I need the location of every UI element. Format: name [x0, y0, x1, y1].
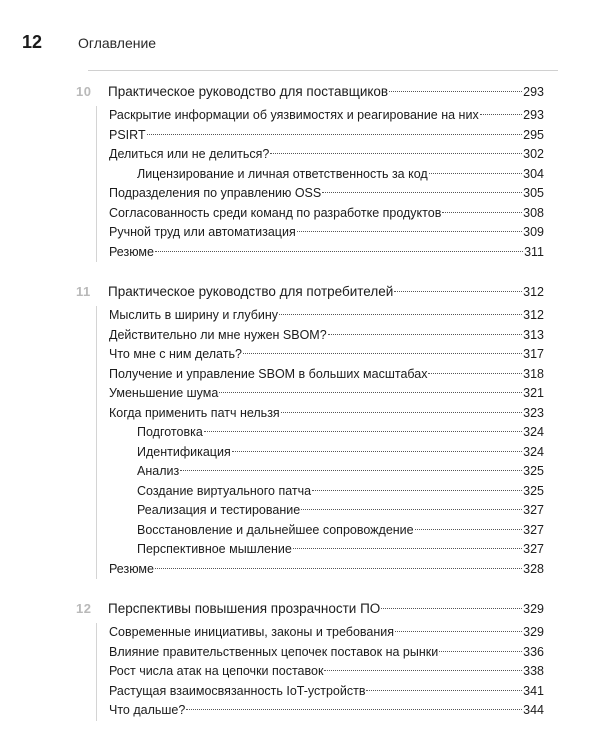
entry-title: Делиться или не делиться?: [109, 147, 270, 161]
chapter-heading[interactable]: [76, 80, 544, 104]
entry-page: 305: [523, 186, 544, 200]
chapter-page: 293: [523, 85, 544, 99]
entry-title: Лицензирование и личная ответственность за код: [137, 166, 428, 181]
toc-entry[interactable]: [109, 404, 544, 424]
dot-leader: [301, 509, 522, 510]
dot-leader: [428, 373, 522, 374]
dot-leader: [394, 291, 522, 292]
dot-leader: [429, 173, 522, 174]
toc-entry[interactable]: [109, 365, 544, 385]
entry-page: 325: [523, 483, 544, 498]
entry-page: 302: [523, 147, 544, 161]
entry-page: 311: [524, 244, 544, 259]
entry-page: 344: [523, 703, 544, 717]
entry-title: Реализация и тестирование: [137, 503, 301, 517]
entry-title: Подразделения по управлению OSS: [109, 186, 322, 200]
dot-leader: [297, 231, 522, 232]
toc-entry[interactable]: [109, 243, 544, 263]
entry-page: 317: [523, 347, 544, 361]
chapter-heading[interactable]: [76, 280, 544, 304]
toc-subentry[interactable]: [109, 482, 544, 502]
entry-page: 309: [523, 225, 544, 239]
dot-leader: [232, 451, 522, 452]
chapter-title: Практическое руководство для поставщиков: [108, 84, 389, 99]
toc-entry[interactable]: [109, 560, 544, 580]
toc-subentry[interactable]: [109, 521, 544, 541]
entry-title: Резюме: [109, 244, 154, 259]
entry-page: 313: [523, 327, 544, 342]
entry-title: Резюме: [109, 561, 154, 576]
chapter-number: 12: [76, 601, 92, 616]
chapter-title: Перспективы повышения прозрачности ПО: [108, 601, 381, 616]
entry-title: Что дальше?: [109, 703, 186, 717]
dot-leader: [395, 631, 522, 632]
dot-leader: [186, 709, 522, 710]
toc-entry[interactable]: [109, 306, 544, 326]
toc-entry[interactable]: [109, 623, 544, 643]
entry-page: 324: [523, 444, 544, 459]
toc-entry[interactable]: [109, 106, 544, 126]
entry-title: Ручной труд или автоматизация: [109, 225, 296, 239]
chapter-number: 10: [76, 84, 92, 99]
dot-leader: [415, 529, 523, 530]
dot-leader: [381, 608, 522, 609]
toc-entry[interactable]: [109, 184, 544, 204]
dot-leader: [324, 670, 522, 671]
chapter-entries: [96, 306, 544, 579]
entry-page: 323: [523, 405, 544, 420]
dot-leader: [204, 431, 522, 432]
toc-subentry[interactable]: [109, 423, 544, 443]
entry-page: 324: [523, 425, 544, 439]
entry-page: 325: [523, 464, 544, 478]
entry-page: 327: [523, 542, 544, 556]
entry-title: Современные инициативы, законы и требования: [109, 625, 395, 639]
entry-page: 295: [523, 127, 544, 142]
entry-page: 341: [523, 683, 544, 698]
entry-page: 336: [523, 644, 544, 659]
toc-subentry[interactable]: [109, 443, 544, 463]
entry-title: Создание виртуального патча: [137, 483, 312, 498]
entry-title: Уменьшение шума: [109, 386, 219, 400]
entry-title: Анализ: [137, 464, 180, 478]
dot-leader: [328, 334, 522, 335]
dot-leader: [279, 314, 522, 315]
entry-page: 327: [523, 503, 544, 517]
dot-leader: [219, 392, 522, 393]
entry-page: 321: [523, 386, 544, 400]
chapter-section: [76, 80, 544, 262]
entry-title: Влияние правительственных цепочек поставок на рынки: [109, 644, 439, 659]
entry-title: Когда применить патч нельзя: [109, 405, 280, 420]
chapter-heading[interactable]: [76, 597, 544, 621]
header-divider: [88, 70, 558, 71]
entry-title: Действительно ли мне нужен SBOM?: [109, 327, 327, 342]
entry-page: 318: [523, 366, 544, 381]
toc-entry[interactable]: [109, 701, 544, 721]
entry-title: Что мне с ним делать?: [109, 347, 242, 361]
entry-title: Раскрытие информации об уязвимостях и реагирование на них: [109, 108, 479, 122]
dot-leader: [155, 251, 523, 252]
entry-title: Согласованность среди команд по разработке продуктов: [109, 205, 442, 220]
entry-title: Перспективное мышление: [137, 542, 292, 556]
entry-title: Идентификация: [137, 444, 231, 459]
entry-title: Получение и управление SBOM в больших масштабах: [109, 366, 428, 381]
toc-subentry[interactable]: [109, 540, 544, 560]
toc-subentry[interactable]: [109, 165, 544, 185]
entry-title: Мыслить в ширину и глубину: [109, 308, 279, 322]
dot-leader: [442, 212, 522, 213]
dot-leader: [155, 568, 522, 569]
dot-leader: [322, 192, 522, 193]
page-header: [22, 32, 156, 53]
page-number: 12: [22, 32, 43, 52]
chapter-section: [76, 280, 544, 579]
entry-page: 308: [523, 205, 544, 220]
chapter-page: 329: [523, 602, 544, 616]
toc-subentry[interactable]: [109, 462, 544, 482]
chapter-entries: [96, 106, 544, 262]
entry-page: 328: [523, 561, 544, 576]
toc-subentry[interactable]: [109, 501, 544, 521]
entry-page: 329: [523, 625, 544, 639]
toc-entry[interactable]: [109, 662, 544, 682]
toc-entry[interactable]: [109, 204, 544, 224]
running-header-title: Оглавление: [78, 35, 157, 51]
toc-entry[interactable]: [109, 126, 544, 146]
entry-page: 338: [523, 664, 544, 678]
dot-leader: [270, 153, 522, 154]
table-of-contents: [76, 80, 544, 721]
toc-entry[interactable]: [109, 145, 544, 165]
entry-page: 327: [523, 522, 544, 537]
entry-page: 304: [523, 166, 544, 181]
chapter-section: [76, 597, 544, 721]
entry-page: 293: [523, 108, 544, 122]
dot-leader: [389, 91, 522, 92]
toc-entry[interactable]: [109, 682, 544, 702]
dot-leader: [366, 690, 522, 691]
entry-title: Подготовка: [137, 425, 203, 439]
chapter-page: 312: [523, 285, 544, 299]
dot-leader: [439, 651, 522, 652]
dot-leader: [147, 134, 523, 135]
dot-leader: [281, 412, 522, 413]
dot-leader: [243, 353, 522, 354]
toc-entry[interactable]: [109, 326, 544, 346]
entry-title: Восстановление и дальнейшее сопровождение: [137, 522, 414, 537]
dot-leader: [293, 548, 522, 549]
entry-title: Растущая взаимосвязанность IoT-устройств: [109, 683, 366, 698]
dot-leader: [180, 470, 522, 471]
entry-title: Рост числа атак на цепочки поставок: [109, 664, 324, 678]
entry-page: 312: [523, 308, 544, 322]
entry-title: PSIRT: [109, 127, 146, 142]
chapter-title: Практическое руководство для потребителей: [108, 284, 394, 299]
dot-leader: [480, 114, 522, 115]
dot-leader: [312, 490, 522, 491]
toc-entry[interactable]: [109, 384, 544, 404]
chapter-number: 11: [76, 284, 91, 299]
chapter-entries: [96, 623, 544, 721]
toc-entry[interactable]: [109, 643, 544, 663]
toc-entry[interactable]: [109, 345, 544, 365]
toc-entry[interactable]: [109, 223, 544, 243]
